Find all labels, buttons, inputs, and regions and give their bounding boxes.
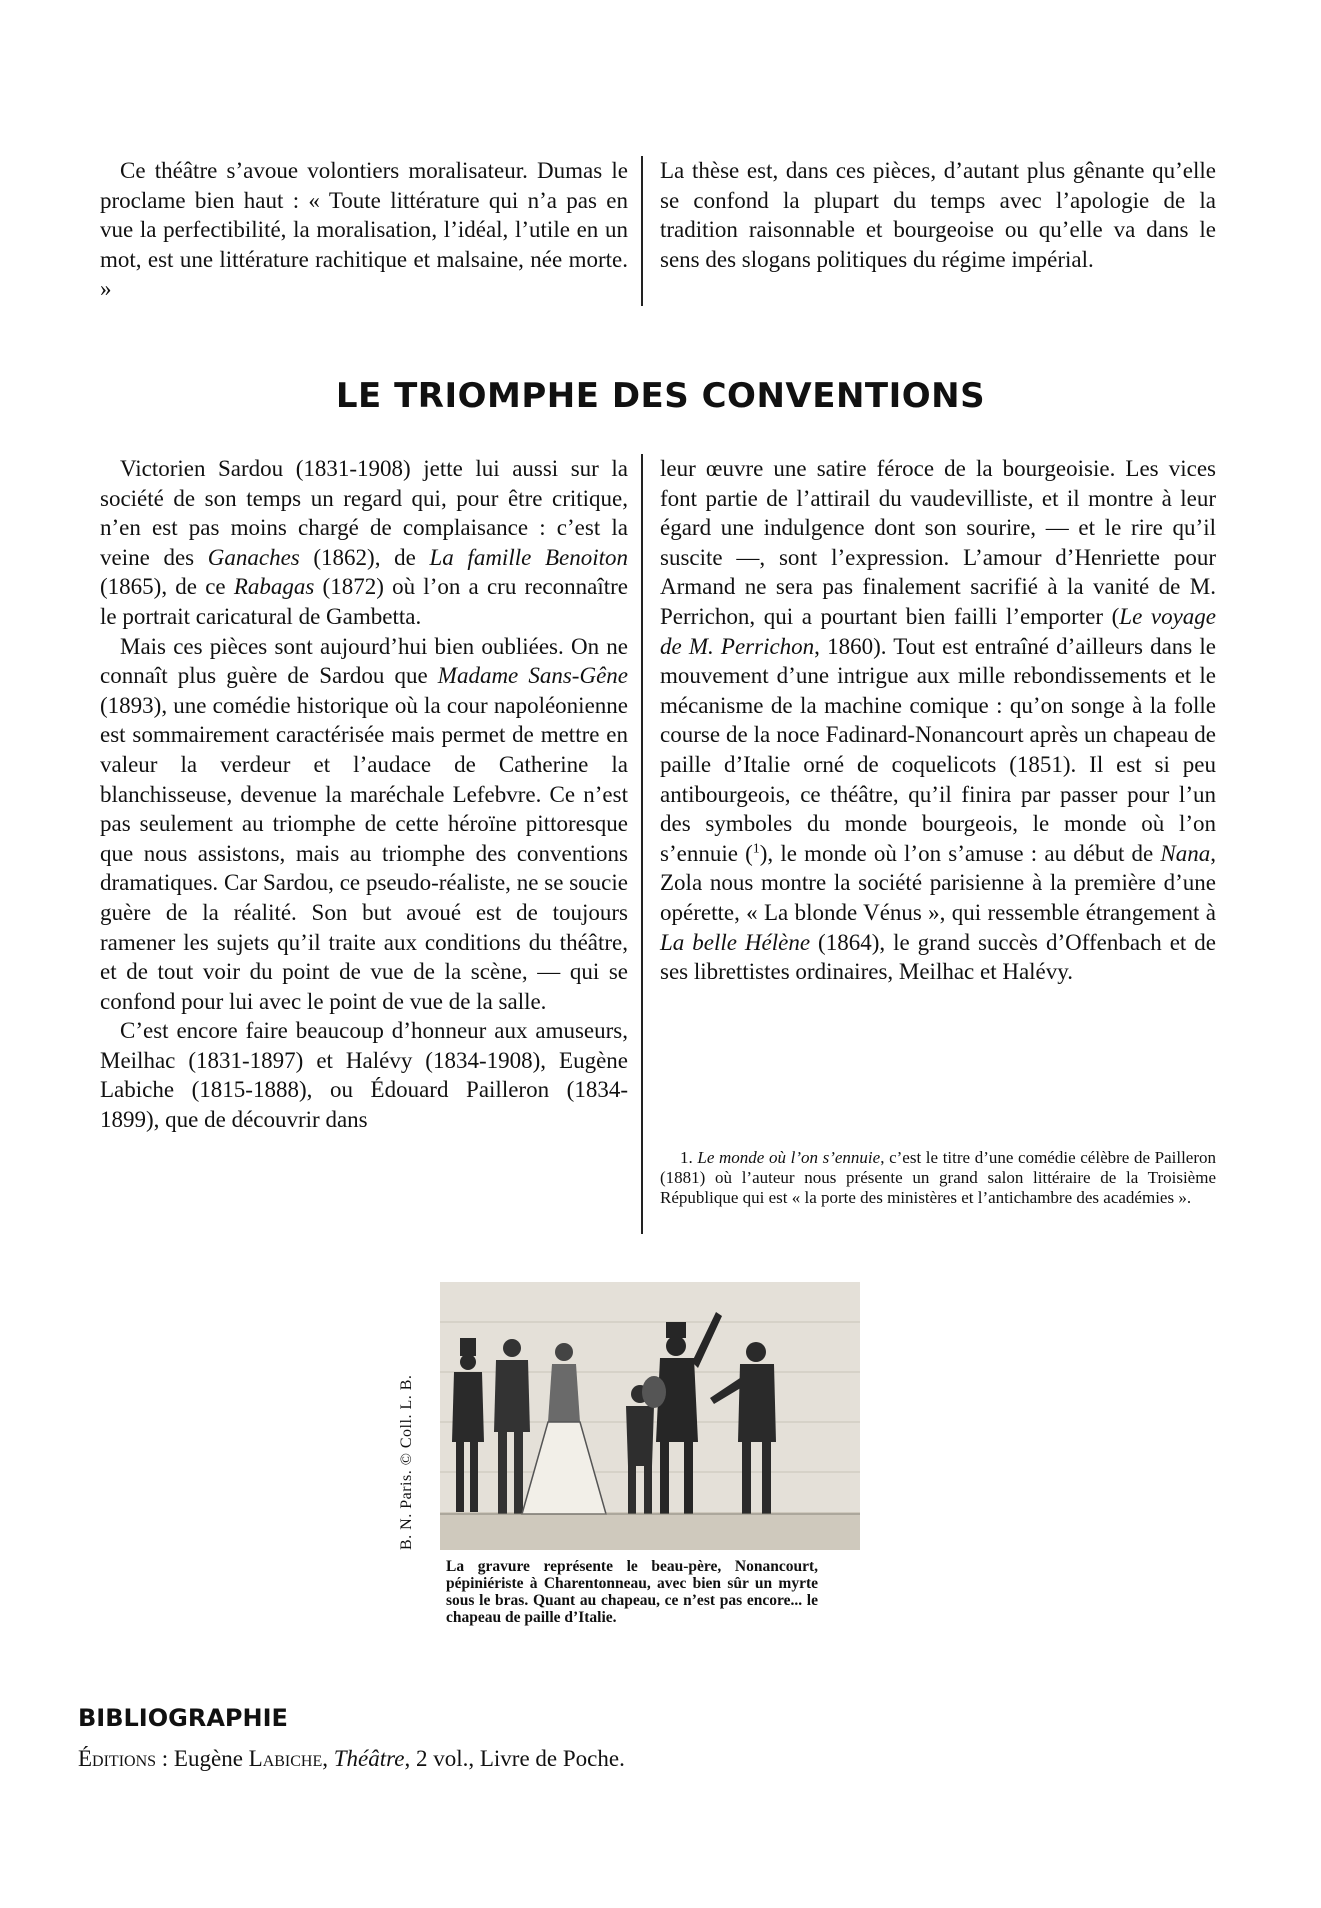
photo-credit: B. N. Paris. © Coll. L. B. [398, 1374, 415, 1550]
paragraph-sardou: Victorien Sardou (1831-1908) jette lui aussi sur la société de son temps un regard qui, pour être critique, n’en est pas moins chargé de complaisance : c’est la veine des Ganaches (1862), de La famille Benoiton (1865), de ce Rabagas (1872) où l’on a cru reconnaître le portrait caricatural de Gambetta. [100, 456, 628, 629]
intro-left-paragraph: Ce théâtre s’avoue volontiers moralisateur. Dumas le proclame bien haut : « Toute littérature qui n’a pas en vue la perfectibilité, la moralisation, l’idéal, l’utile en un mot, est une littérature rachitique et malsaine, née morte. » [100, 158, 628, 302]
engraving-image [440, 1282, 860, 1550]
column-divider-top [641, 156, 643, 306]
footnote-ref: 1 [752, 841, 760, 857]
paragraph-amuseurs: C’est encore faire beaucoup d’honneur aux amuseurs, Meilhac (1831-1897) et Halévy (1834-1908), Eugène Labiche (1815-1888), ou Édouard Pailleron (1834-1899), que de découvrir dans [100, 1018, 628, 1133]
footnote: 1. Le monde où l’on s’ennuie, c’est le titre d’une comédie célèbre de Pailleron (1881) où l’auteur nous présente un grand salon littéraire de la Troisième République qui est « la porte des ministères et l’antichambre des académies ». [660, 1148, 1216, 1207]
intro-left-column [100, 156, 628, 304]
intro-right-paragraph: La thèse est, dans ces pièces, d’autant plus gênante qu’elle se confond la plupart du temps avec l’apologie de la tradition raisonnable et bourgeoise ou qu’elle va dans le sens des slogans politiques du régime impérial. [660, 158, 1216, 272]
main-left-column [100, 454, 628, 1135]
bibliography-entry: Éditions : Eugène Labiche, Théâtre, 2 vol., Livre de Poche. [78, 1746, 625, 1771]
paragraph-sans-gene: Mais ces pièces sont aujourd’hui bien oubliées. On ne connaît plus guère de Sardou que Madame Sans-Gêne (1893), une comédie historique où la cour napoléonienne est sommairement caractérisée mais permet de mettre en valeur la verdeur et l’audace de Catherine la blanchisseuse, devenue la maréchale Lefebvre. Ce n’est pas seulement au triomphe de cette héroïne pittoresque que nous assistons, mais au triomphe des conventions dramatiques. Car Sardou, ce pseudo-réaliste, ne se soucie guère de la réalité. Son but avoué est de toujours ramener les sujets qu’il traite aux conditions du théâtre, et de tout voir du point de vue de la scène, — qui se confond pour lui avec le point de vue de la salle. [100, 633, 628, 1014]
engraving-illustration [440, 1282, 860, 1550]
intro-right-column [660, 156, 1216, 274]
column-divider-main [641, 454, 643, 1234]
bibliography-title: BIBLIOGRAPHIE [78, 1704, 288, 1732]
main-right-column [660, 454, 1216, 987]
paragraph-satire: leur œuvre une satire féroce de la bourgeoisie. Les vices font partie de l’attirail du vaudevilliste, et il montre à leur égard une indulgence dont son sourire, — et le rire qu’il suscite —, sont l’expression. L’amour d’Henriette pour Armand ne sera pas finalement sacrifié à la vanité de M. Perrichon, qui a pourtant bien failli l’emporter (Le voyage de M. Perrichon, 1860). Tout est entraîné d’ailleurs dans le mouvement d’une intrigue aux mille rebondissements et le mécanisme de la machine comique : qu’on songe à la folle course de la noce Fadinard-Nonancourt après un chapeau de paille d’Italie orné de coquelicots (1851). Il est si peu antibourgeois, ce théâtre, qu’il finira par passer pour l’un des symboles du monde bourgeois, le monde où l’on s’ennuie ($^1$), le monde où l’on s’amuse : au début de Nana, Zola nous montre la société parisienne à la première d’une opérette, « La blonde Vénus », qui ressemble étrangement à La belle Hélène (1864), le grand succès d’Offenbach et de ses librettistes ordinaires, Meilhac et Halévy. [660, 456, 1216, 985]
section-title: LE TRIOMPHE DES CONVENTIONS [335, 376, 986, 416]
figure-caption: La gravure représente le beau-père, Nonancourt, pépiniériste à Charentonneau, avec bien sûr un myrte sous le bras. Quant au chapeau, ce n’est pas encore... le chapeau de paille d’Italie. [446, 1558, 818, 1626]
